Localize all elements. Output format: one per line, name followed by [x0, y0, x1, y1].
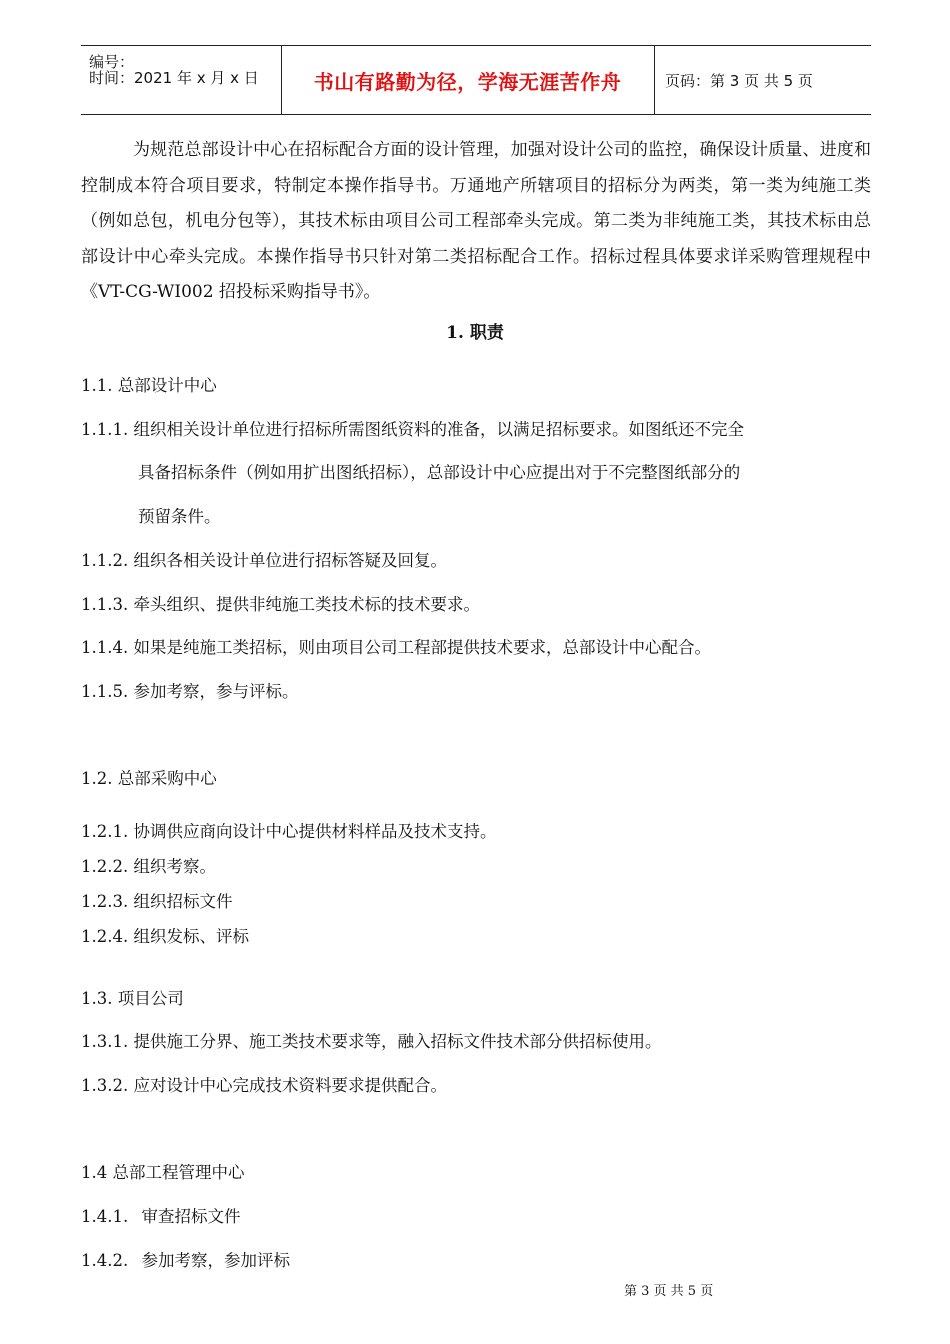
intro-paragraph: 为规范总部设计中心在招标配合方面的设计管理，加强对设计公司的监控，确保设计质量、进度和控制成本符合项目要求，特制定本操作指导书。万通地产所辖项目的招标分为两类，第一类为纯施工类（例如总包，机电分包等），其技术标由项目公司工程部牵头完成。第二类为非纯施工类，其技术标由总部设计中心牵头完成。本操作指导书只针对第二类招标配合工作。招标过程具体要求详采购管理规程中《VT-CG-WI002 招投标采购指导书》。: [81, 140, 871, 302]
document-time-label: 时间：2021 年 x 月 x 日: [89, 69, 259, 87]
item-number: 1.2.3.: [81, 892, 129, 911]
header-page-cell: [655, 46, 871, 114]
header-motto-cell: [281, 46, 655, 114]
item-number: 1.1.5.: [81, 682, 129, 701]
header-motto: 书山有路勤为径，学海无涯苦作舟: [313, 69, 622, 94]
heading-text: 项目公司: [117, 989, 184, 1008]
page-header: [81, 45, 871, 115]
item-text: 应对设计中心完成技术资料要求提供配合。: [133, 1076, 447, 1095]
item-1-4-2: [81, 1247, 290, 1271]
item-1-1-5: [81, 678, 298, 702]
item-1-2-2: [81, 853, 216, 877]
item-1-2-3: [81, 888, 232, 912]
item-number: 1.1.1.: [81, 420, 129, 439]
heading-number: 1.1.: [81, 376, 113, 395]
item-text: 提供施工分界、施工类技术要求等，融入招标文件技术部分供招标使用。: [133, 1032, 662, 1051]
item-1-3-2: [81, 1072, 447, 1096]
item-1-1-4: [81, 634, 711, 658]
header-page-info: 页码：第 3 页 共 5 页: [665, 71, 813, 90]
item-text: 组织考察。: [133, 857, 216, 876]
heading-1-2: [81, 765, 217, 789]
item-text: 审查招标文件: [141, 1207, 241, 1226]
item-number: 1.2.1.: [81, 822, 129, 841]
item-number: 1.2.2.: [81, 857, 129, 876]
item-1-2-1: [81, 818, 496, 842]
item-number: 1.3.1.: [81, 1032, 129, 1051]
item-1-1-3: [81, 591, 480, 615]
item-number: 1.1.2.: [81, 551, 129, 570]
heading-1-4: [81, 1159, 245, 1183]
item-number: 1.3.2.: [81, 1076, 129, 1095]
heading-text: 总部设计中心: [117, 376, 217, 395]
heading-number: 1.3.: [81, 989, 113, 1008]
item-number: 1.4.2.: [81, 1251, 129, 1270]
item-text: 组织发标、评标: [133, 927, 249, 946]
item-1-1-1-continuation-1: 具备招标条件（例如用扩出图纸招标），总部设计中心应提出对于不完整图纸部分的: [138, 463, 741, 482]
item-number: 1.4.1.: [81, 1207, 129, 1226]
item-text: 组织招标文件: [133, 892, 233, 911]
heading-1-3: [81, 985, 184, 1009]
item-number: 1.2.4.: [81, 927, 129, 946]
item-1-3-1: [81, 1028, 661, 1052]
heading-number: 1.2.: [81, 769, 113, 788]
header-meta-cell: [81, 46, 282, 114]
item-text: 参加考察，参与评标。: [133, 682, 299, 701]
item-1-1-2: [81, 547, 447, 571]
section-title: 1. 职责: [446, 323, 504, 343]
heading-number: 1.4: [81, 1163, 108, 1182]
heading-text: 总部采购中心: [117, 769, 217, 788]
item-1-4-1: [81, 1203, 240, 1227]
item-text: 组织相关设计单位进行招标所需图纸资料的准备，以满足招标要求。如图纸还不完全: [133, 420, 744, 439]
item-text: 牵头组织、提供非纯施工类技术标的技术要求。: [133, 595, 480, 614]
item-text: 组织各相关设计单位进行招标答疑及回复。: [133, 551, 447, 570]
document-number-label: 编号：: [89, 53, 135, 71]
item-number: 1.1.4.: [81, 638, 129, 657]
item-text: 参加考察，参加评标: [141, 1251, 290, 1270]
heading-1-1: [81, 372, 217, 396]
heading-text: 总部工程管理中心: [112, 1163, 245, 1182]
item-1-1-1-continuation-2: 预留条件。: [138, 507, 221, 526]
item-text: 如果是纯施工类招标，则由项目公司工程部提供技术要求，总部设计中心配合。: [133, 638, 711, 657]
page-footer: 第 3 页 共 5 页: [624, 1284, 714, 1299]
item-1-1-1: [81, 416, 744, 440]
item-text: 协调供应商向设计中心提供材料样品及技术支持。: [133, 822, 497, 841]
item-1-2-4: [81, 923, 249, 947]
item-number: 1.1.3.: [81, 595, 129, 614]
